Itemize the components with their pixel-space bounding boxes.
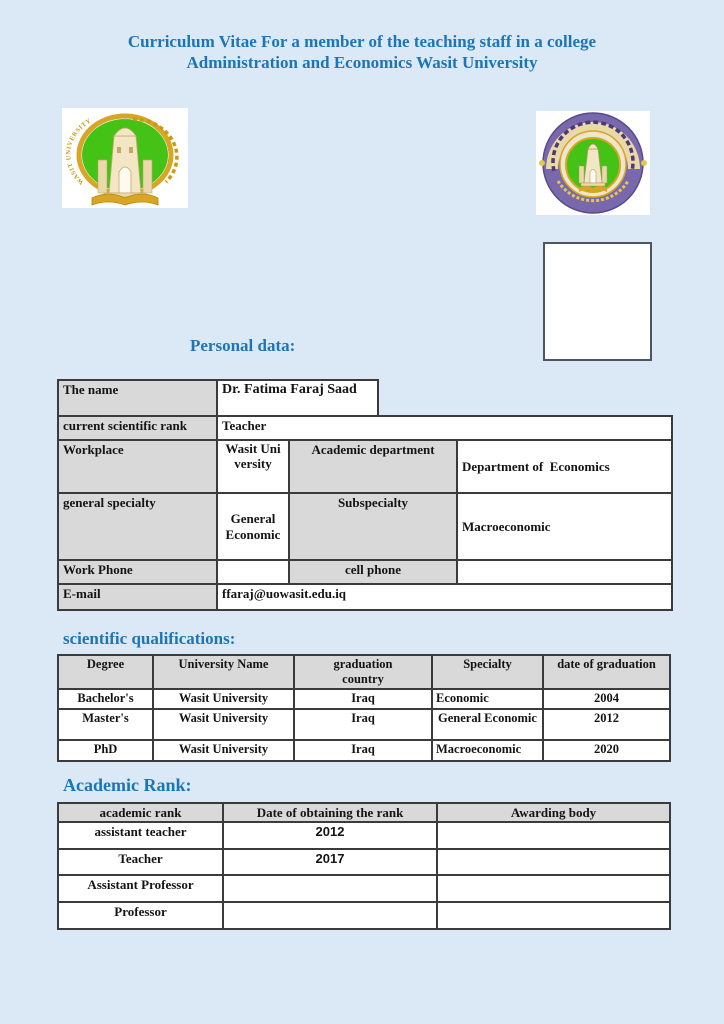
rank-cell-body: [437, 849, 670, 875]
qual-cell-country: Iraq: [294, 709, 432, 740]
rank-cell-date: [223, 902, 437, 929]
personal-name-row: [57, 379, 379, 416]
work-phone-label: Work Phone: [58, 560, 217, 584]
page-title-line2: Administration and Economics Wasit University: [186, 53, 538, 72]
workplace-value: Wasit University: [217, 440, 289, 493]
qual-cell-specialty: General Economic: [432, 709, 543, 740]
personal-data-heading: Personal data:: [190, 336, 296, 355]
qual-cell-degree: Master's: [58, 709, 153, 740]
rank-cell-date: 2012: [223, 822, 437, 849]
rank-cell-rank: assistant teacher: [58, 822, 223, 849]
subspecialty-label: Subspecialty: [289, 493, 457, 560]
qual-cell-country: Iraq: [294, 740, 432, 761]
scientific-qualifications-heading: scientific qualifications:: [63, 629, 236, 648]
qual-cell-university: Wasit University: [153, 709, 294, 740]
rank-cell-date: 2017: [223, 849, 437, 875]
qual-cell-date: 2012: [543, 709, 670, 740]
college-emblem-graphic: [536, 111, 650, 215]
work-phone-value: [217, 560, 289, 584]
email-value: ffaraj@uowasit.edu.iq: [217, 584, 672, 610]
cell-phone-value: [457, 560, 672, 584]
personal-data-table: [57, 415, 673, 611]
qual-cell-degree: Bachelor's: [58, 689, 153, 709]
qual-header-specialty: Specialty: [432, 655, 543, 689]
qual-cell-specialty: Economic: [432, 689, 543, 709]
academic-rank-heading: Academic Rank:: [63, 775, 192, 795]
rank-cell-rank: Teacher: [58, 849, 223, 875]
rank-header-rank: academic rank: [58, 803, 223, 822]
rank-cell-rank: Assistant Professor: [58, 875, 223, 902]
name-label: The name: [58, 380, 217, 416]
workplace-label: Workplace: [58, 440, 217, 493]
photo-placeholder: [543, 242, 652, 361]
scientific-rank-value: Teacher: [217, 416, 672, 440]
rank-cell-date: [223, 875, 437, 902]
qual-header-date: date of graduation: [543, 655, 670, 689]
qual-header-degree: Degree: [58, 655, 153, 689]
general-specialty-label: general specialty: [58, 493, 217, 560]
general-specialty-value: General Economic: [217, 493, 289, 560]
qualifications-table: [57, 654, 671, 762]
college-of-administration-and-economics-logo-icon: [536, 111, 650, 215]
qual-cell-degree: PhD: [58, 740, 153, 761]
qual-cell-country: Iraq: [294, 689, 432, 709]
academic-rank-table: [57, 802, 671, 930]
rank-cell-rank: Professor: [58, 902, 223, 929]
qual-cell-date: 2020: [543, 740, 670, 761]
rank-cell-body: [437, 902, 670, 929]
academic-department-label: Academic department: [289, 440, 457, 493]
svg-text:WASIT UNIVERSITY: WASIT UNIVERSITY: [65, 117, 93, 186]
scientific-rank-label: current scientific rank: [58, 416, 217, 440]
email-label: E-mail: [58, 584, 217, 610]
qual-header-country: graduation country: [294, 655, 432, 689]
page-title: [0, 31, 724, 73]
qual-header-university: University Name: [153, 655, 294, 689]
qual-cell-university: Wasit University: [153, 689, 294, 709]
qual-cell-university: Wasit University: [153, 740, 294, 761]
academic-department-value: Department of Economics: [457, 440, 672, 493]
rank-header-date: Date of obtaining the rank: [223, 803, 437, 822]
qual-cell-specialty: Macroeconomic: [432, 740, 543, 761]
subspecialty-value: Macroeconomic: [457, 493, 672, 560]
cell-phone-label: cell phone: [289, 560, 457, 584]
page-title-line1: Curriculum Vitae For a member of the teaching staff in a college: [127, 32, 597, 51]
rank-cell-body: [437, 875, 670, 902]
wasit-university-logo-icon: [62, 108, 188, 208]
rank-cell-body: [437, 822, 670, 849]
wasit-university-emblem-graphic: [62, 108, 188, 208]
name-value: Dr. Fatima Faraj Saad: [217, 380, 378, 416]
rank-header-body: Awarding body: [437, 803, 670, 822]
qual-cell-date: 2004: [543, 689, 670, 709]
